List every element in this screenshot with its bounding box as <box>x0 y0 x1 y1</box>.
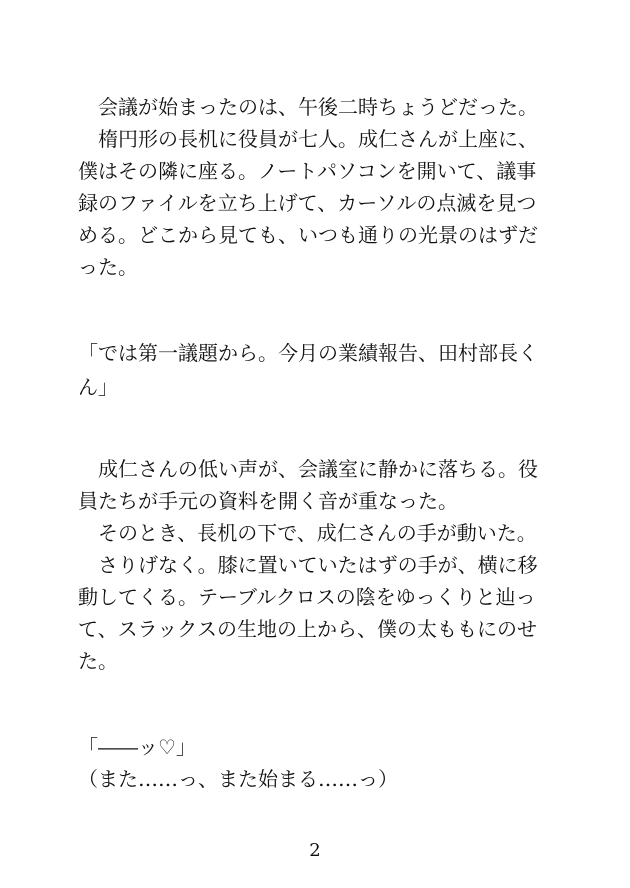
text-line: 成仁さんの低い声が、会議室に静かに落ちる。役 <box>98 457 538 481</box>
text-line: 員たちが手元の資料を開く音が重なった。 <box>78 489 458 513</box>
text-line: て、スラックスの生地の上から、僕の太ももにのせ <box>78 617 537 641</box>
dialogue-line: 「――ッ♡」 <box>78 735 196 759</box>
text-line: 僕はその隣に座る。ノートパソコンを開いて、議事 <box>78 159 537 183</box>
text-line: める。どこから見ても、いつも通りの光景のはずだ <box>78 223 538 247</box>
text-line: った。 <box>78 255 138 279</box>
text-line: た。 <box>78 649 118 673</box>
dialogue-line: ん」 <box>78 375 118 399</box>
text-line: 会議が始まったのは、午後二時ちょうどだった。 <box>98 95 538 119</box>
text-line: 楕円形の長机に役員が七人。成仁さんが上座に、 <box>98 127 538 151</box>
text-line: 録のファイルを立ち上げて、カーソルの点滅を見つ <box>78 191 537 215</box>
text-line: そのとき、長机の下で、成仁さんの手が動いた。 <box>98 521 537 545</box>
text-line: さりげなく。膝に置いていたはずの手が、横に移 <box>98 553 538 577</box>
page-number: 2 <box>309 840 321 861</box>
thought-line: （また……っ、また始まる……っ） <box>78 767 398 791</box>
text-line: 動してくる。テーブルクロスの陰をゆっくりと辿っ <box>78 585 536 609</box>
dialogue-line: 「では第一議題から。今月の業績報告、田村部長く <box>78 341 538 365</box>
